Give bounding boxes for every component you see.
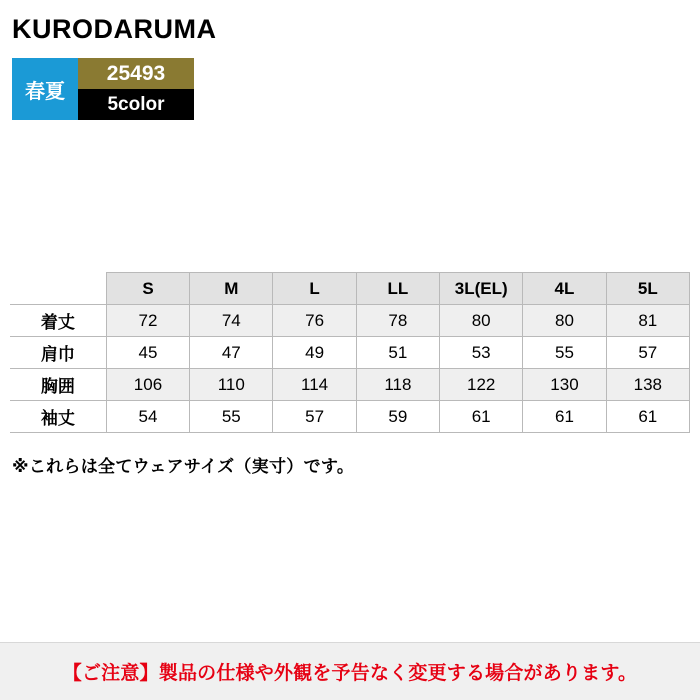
column-header-3l: 3L(EL) <box>440 273 523 305</box>
cell-shoulder-4l: 55 <box>523 337 606 369</box>
column-header-m: M <box>190 273 273 305</box>
cell-chest-4l: 130 <box>523 369 606 401</box>
cell-shoulder-m: 47 <box>190 337 273 369</box>
table-row <box>10 369 690 401</box>
table-row <box>10 401 690 433</box>
cell-sleeve-3l: 61 <box>440 401 523 433</box>
row-label-shoulder: 肩巾 <box>10 337 106 369</box>
row-label-sleeve: 袖丈 <box>10 401 106 433</box>
cell-sleeve-m: 55 <box>190 401 273 433</box>
size-table <box>10 272 690 433</box>
cell-chest-l: 114 <box>273 369 356 401</box>
size-table-head <box>10 273 690 305</box>
cell-sleeve-ll: 59 <box>356 401 439 433</box>
column-header-5l: 5L <box>606 273 689 305</box>
row-label-chest: 胸囲 <box>10 369 106 401</box>
cell-sleeve-s: 54 <box>106 401 189 433</box>
cell-shoulder-s: 45 <box>106 337 189 369</box>
column-header-ll: LL <box>356 273 439 305</box>
table-corner-cell <box>10 273 106 305</box>
cell-sleeve-5l: 61 <box>606 401 689 433</box>
table-header-row <box>10 273 690 305</box>
column-header-l: L <box>273 273 356 305</box>
cell-chest-5l: 138 <box>606 369 689 401</box>
cell-sleeve-l: 57 <box>273 401 356 433</box>
size-table-container <box>10 272 690 433</box>
cell-length-4l: 80 <box>523 305 606 337</box>
cell-chest-s: 106 <box>106 369 189 401</box>
cell-length-ll: 78 <box>356 305 439 337</box>
cell-chest-3l: 122 <box>440 369 523 401</box>
cell-sleeve-4l: 61 <box>523 401 606 433</box>
cell-length-s: 72 <box>106 305 189 337</box>
cell-length-m: 74 <box>190 305 273 337</box>
cell-shoulder-5l: 57 <box>606 337 689 369</box>
size-table-body <box>10 305 690 433</box>
cell-chest-m: 110 <box>190 369 273 401</box>
column-header-4l: 4L <box>523 273 606 305</box>
product-code-badge: 25493 <box>78 58 194 89</box>
season-badge: 春夏 <box>12 58 78 120</box>
cell-length-5l: 81 <box>606 305 689 337</box>
cell-shoulder-3l: 53 <box>440 337 523 369</box>
cell-shoulder-ll: 51 <box>356 337 439 369</box>
cell-chest-ll: 118 <box>356 369 439 401</box>
row-label-length: 着丈 <box>10 305 106 337</box>
caution-bar <box>0 642 700 700</box>
color-count-badge: 5color <box>78 89 194 120</box>
cell-length-3l: 80 <box>440 305 523 337</box>
cell-length-l: 76 <box>273 305 356 337</box>
cell-shoulder-l: 49 <box>273 337 356 369</box>
table-row <box>10 305 690 337</box>
badge-stack <box>78 58 194 120</box>
product-badges <box>12 58 194 120</box>
size-note: ※これらは全てウェアサイズ（実寸）です。 <box>12 457 355 476</box>
table-row <box>10 337 690 369</box>
brand-title: KURODARUMA <box>12 14 217 44</box>
column-header-s: S <box>106 273 189 305</box>
caution-text: 【ご注意】製品の仕様や外観を予告なく変更する場合があります。 <box>62 663 638 684</box>
